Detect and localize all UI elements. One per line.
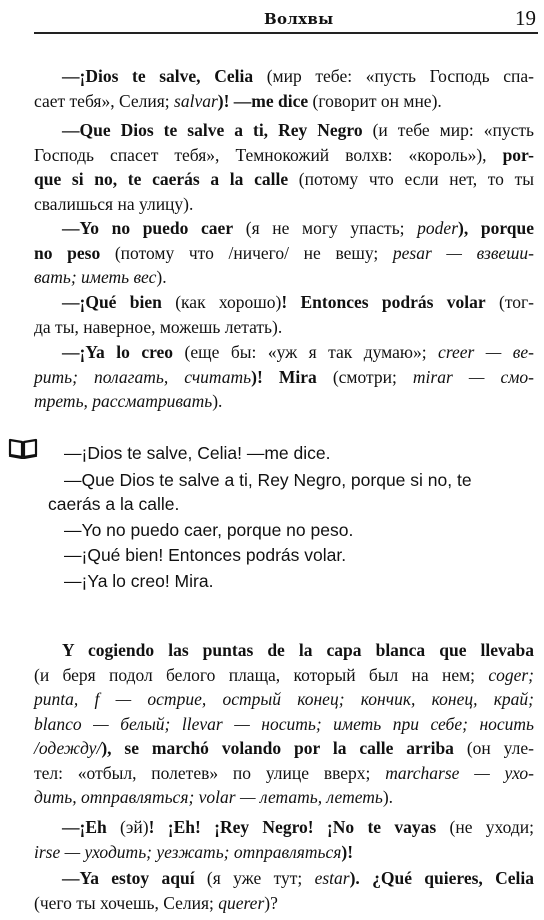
header-rule xyxy=(34,32,538,34)
annotated-paragraph xyxy=(34,290,534,339)
text-line xyxy=(34,265,534,290)
bold-segment: ), porque xyxy=(458,218,535,238)
text-line xyxy=(34,638,534,663)
text-segment: ). xyxy=(382,787,394,807)
bold-segment: —¡Dios te salve, Celia xyxy=(62,66,254,86)
chapter-title: Волхвы xyxy=(264,10,334,28)
running-header xyxy=(34,0,538,36)
text-segment: )? xyxy=(264,892,278,913)
bold-segment: ). ¿Qué quieres, Celia xyxy=(349,868,534,888)
spanish-text-block xyxy=(48,441,536,593)
text-line xyxy=(34,663,534,688)
text-line xyxy=(34,365,534,390)
bold-segment: —Que Dios te salve a ti, Rey Negro xyxy=(62,120,363,140)
italic-segment: marcharse — ухо- xyxy=(385,762,534,783)
italic-segment: рить; полагать, считать xyxy=(34,366,252,387)
text-segment: (эй) xyxy=(106,817,149,837)
italic-segment: poder xyxy=(417,218,458,238)
bold-segment: —¡Ya lo creo xyxy=(62,342,174,362)
text-segment: (смотри; xyxy=(316,366,413,387)
text-segment: сает тебя», Селия; xyxy=(34,90,175,111)
text-line: —Que Dios te salve a ti, Rey Negro, porque si no, te xyxy=(64,469,472,490)
text-segment: (тог- xyxy=(485,292,534,312)
text-line: —Yo no puedo caer, porque no peso. xyxy=(64,519,354,540)
bold-segment: —¡Eh xyxy=(62,817,107,837)
italic-segment: треть, рассматривать xyxy=(34,391,213,411)
annotated-paragraph xyxy=(34,118,534,216)
italic-segment: /одежду/ xyxy=(34,738,102,758)
bold-segment: ! Entonces podrás volar xyxy=(281,292,486,312)
bold-segment: ), se marchó volando por la calle arriba xyxy=(101,738,454,758)
text-segment: (я уже тут; xyxy=(194,868,315,888)
text-line xyxy=(34,89,534,114)
text-line xyxy=(34,785,534,810)
text-line xyxy=(34,167,534,192)
italic-segment: irse — уходить; уезжать; отправляться xyxy=(34,841,342,862)
text-line xyxy=(34,736,534,761)
text-line xyxy=(34,891,534,916)
annotated-paragraph xyxy=(34,340,534,414)
open-book-icon xyxy=(8,437,38,459)
text-line xyxy=(34,192,534,217)
italic-segment: blanco — белый; llevar — носить; иметь при себе; носить xyxy=(34,713,534,734)
bold-segment: por- xyxy=(502,144,534,165)
italic-segment: pesar — взвеши- xyxy=(392,242,534,263)
text-line: caerás a la calle. xyxy=(48,494,180,514)
text-segment: (мир тебе: «пусть Господь спа- xyxy=(253,66,534,86)
text-segment: (он уле- xyxy=(453,738,534,758)
annotated-paragraph xyxy=(34,815,534,864)
italic-segment: coger; xyxy=(488,664,534,685)
text-segment: свалишься на улицу). xyxy=(34,193,194,214)
text-segment: (еще бы: «уж я так думаю»; xyxy=(173,342,439,362)
page-number: 19 xyxy=(515,6,536,30)
text-segment: да ты, наверное, можешь летать). xyxy=(34,316,283,337)
text-line xyxy=(34,866,534,891)
text-line xyxy=(34,761,534,786)
italic-segment: mirar — смо- xyxy=(412,366,534,387)
text-line: —¡Dios te salve, Celia! —me dice. xyxy=(64,443,331,463)
text-segment: ). xyxy=(212,391,223,411)
italic-segment: estar xyxy=(314,868,350,888)
text-line xyxy=(34,64,534,89)
text-line: —¡Ya lo creo! Mira. xyxy=(64,570,214,591)
text-line xyxy=(34,389,534,414)
text-line xyxy=(34,315,534,340)
text-segment: (я не могу упасть; xyxy=(233,218,418,238)
text-line xyxy=(34,840,534,865)
bold-segment: —¡Qué bien xyxy=(62,292,162,312)
text-segment: (как хорошо) xyxy=(161,292,282,312)
annotated-paragraph xyxy=(34,866,534,915)
text-segment: тел: «отбыл, полетев» по улице вверх; xyxy=(34,762,386,783)
bold-segment: —Ya estoy aquí xyxy=(62,868,195,888)
italic-segment: punta, f — острие, острый конец; кончик, конец, край; xyxy=(34,689,534,709)
italic-segment: querer xyxy=(218,892,265,913)
text-line xyxy=(34,290,534,315)
annotated-paragraph xyxy=(34,638,534,810)
text-segment: (говорит он мне). xyxy=(308,90,442,111)
text-segment: Господь спасет тебя», Темнокожий волхв: «король»), xyxy=(34,144,503,165)
annotated-paragraph xyxy=(34,64,534,113)
italic-segment: дить, отправляться; volar — летать, лететь xyxy=(34,787,383,807)
text-line xyxy=(34,815,534,840)
text-line xyxy=(34,118,534,143)
bold-segment: que si no, te caerás a la calle xyxy=(34,169,289,189)
text-segment: (и тебе мир: «пусть xyxy=(362,120,534,140)
text-segment: (потому что если нет, то ты xyxy=(288,169,535,189)
italic-segment: salvar xyxy=(174,90,218,111)
text-line: —¡Qué bien! Entonces podrás volar. xyxy=(64,545,347,565)
bold-segment: Y cogiendo las puntas de la capa blanca que llevaba xyxy=(62,640,534,660)
text-segment: (потому что /ничего/ не вешу; xyxy=(100,242,393,263)
italic-segment: вать; иметь вес xyxy=(34,267,157,287)
text-line xyxy=(34,340,534,365)
annotated-paragraph xyxy=(34,216,534,290)
text-line xyxy=(34,216,534,241)
text-line xyxy=(34,687,534,712)
bold-segment: —Yo no puedo caer xyxy=(62,218,234,238)
bold-segment: )! xyxy=(341,841,354,862)
text-segment: (и беря подол белого плаща, который был на нем; xyxy=(34,664,489,685)
bold-segment: no peso xyxy=(34,242,101,263)
text-line xyxy=(34,241,534,266)
text-segment: (чего ты хочешь, Селия; xyxy=(34,892,219,913)
text-line xyxy=(34,143,534,168)
text-line xyxy=(34,712,534,737)
text-segment: ). xyxy=(156,267,167,287)
bold-segment: )! Mira xyxy=(251,366,317,387)
bold-segment: ! ¡Eh! ¡Rey Negro! ¡No te vayas xyxy=(148,817,437,837)
italic-segment: creer — ве- xyxy=(438,342,535,362)
text-segment: (не уходи; xyxy=(436,817,534,837)
bold-segment: )! —me dice xyxy=(217,90,309,111)
